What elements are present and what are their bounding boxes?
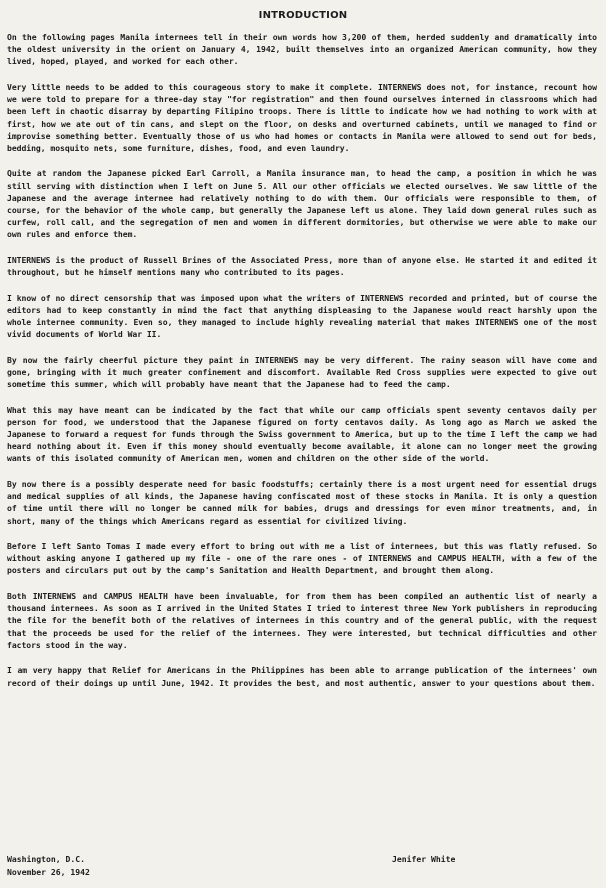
- paragraph: INTERNEWS is the product of Russell Brines of the Associated Press, more than of anyone else. He started it and edited it throughout, but he himself mentions many who contributed to its pages.: [7, 254, 597, 278]
- paragraph: Very little needs to be added to this courageous story to make it complete. INTERNEWS does not, for instance, recount how we were told to prepare for a three-day stay "for registration" and then found ourselves interned in classrooms which had been left in chaotic disarray by departing Filipino troops. There is little to indicate how we had nothing to work with at first, how we ate out of tin cans, and slept on the floor, on desks and overturned cabinets, until we managed to find or improvise something better. Eventually those of us who had homes or contacts in Manila were allowed to send out for beds, bedding, mosquito nets, some furniture, dishes, food, and even laundry.: [7, 81, 597, 153]
- paragraph: Quite at random the Japanese picked Earl Carroll, a Manila insurance man, to head the camp, a position in which he was still serving with distinction when I left on June 5. All our other officials we elected ourselves. We saw little of the Japanese and the average internee had relatively nothing to do with them. Our officials were responsible to them, of course, for the behavior of the whole camp, but generally the Japanese left us alone. They laid down general rules such as curfew, roll call, and the segregation of men and women in different dormitories, but otherwise we were able to make our own rules and enforce them.: [7, 168, 597, 240]
- paragraph: By now there is a possibly desperate need for basic foodstuffs; certainly there is a most urgent need for essential drugs and medical supplies of all kinds, the Japanese having confiscated most of these stocks in Manila. It is only a question of time until there will no longer be canned milk for babies, drugs and dressings for even minor treatments, and, in short, many of the things which Americans regard as essential for civilized living.: [7, 478, 597, 526]
- place-line: Washington, D.C.: [7, 854, 85, 864]
- document-body: [7, 31, 597, 702]
- paragraph: I am very happy that Relief for Americans in the Philippines has been able to arrange publication of the internees' own record of their doings up until June, 1942. It provides the best, and most authentic, answer to your questions about them.: [7, 665, 597, 688]
- paragraph: What this may have meant can be indicated by the fact that while our camp officials spent seventy centavos daily per person for food, we understood that the Japanese figured on forty centavos daily. As long ago as March we asked the Japanese to forward a request for funds through the Swiss government to America, but up to the time I left the camp we had heard nothing about it. Even if this money should eventually become available, it alone can no longer meet the growing wants of this isolated community of American men, women and children on the other side of the world.: [7, 404, 597, 464]
- paragraph: Both INTERNEWS and CAMPUS HEALTH have been invaluable, for from them has been compiled an authentic list of nearly a thousand internees. As soon as I arrived in the United States I tried to interest three New York publishers in reproducing the file for the benefit both of the relatives of internees in this country and of the general public, with the request that the proceeds be used for the relief of the internees. They were interested, but technical difficulties and other factors stood in the way.: [7, 590, 597, 650]
- date-line: November 26, 1942: [7, 867, 90, 877]
- signature-name: Jenifer White: [392, 854, 456, 864]
- paragraph: By now the fairly cheerful picture they paint in INTERNEWS may be very different. The rainy season will have come and gone, bringing with it much greater confinement and discomfort. Available Red Cross supplies were expected to give out sometime this summer, which will probably have meant that the Japanese had to feed the camp.: [7, 354, 597, 390]
- paragraph: On the following pages Manila internees tell in their own words how 3,200 of them, herded suddenly and dramatically into the oldest university in the orient on January 4, 1942, built themselves into an organized American community, how they lived, hoped, played, and worked for each other.: [7, 32, 597, 67]
- page-title: INTRODUCTION: [258, 10, 348, 21]
- closing-block: [7, 853, 597, 883]
- paragraph: Before I left Santo Tomas I made every effort to bring out with me a list of internees, but this was flatly refused. So without asking anyone I gathered up my file - one of the rare ones - of INTERNEWS and CAMPUS HEALTH, with a few of the posters and circulars put out by the camp's Sanitation and Health Department, and brought them along.: [7, 541, 597, 576]
- paragraph: I know of no direct censorship that was imposed upon what the writers of INTERNEWS recorded and printed, but of course the editors had to keep constantly in mind the fact that anything displeasing to the Japanese would react harshly upon the whole internee community. Even so, they managed to include highly revealing material that makes INTERNEWS one of the most vivid documents of World War II.: [7, 292, 597, 340]
